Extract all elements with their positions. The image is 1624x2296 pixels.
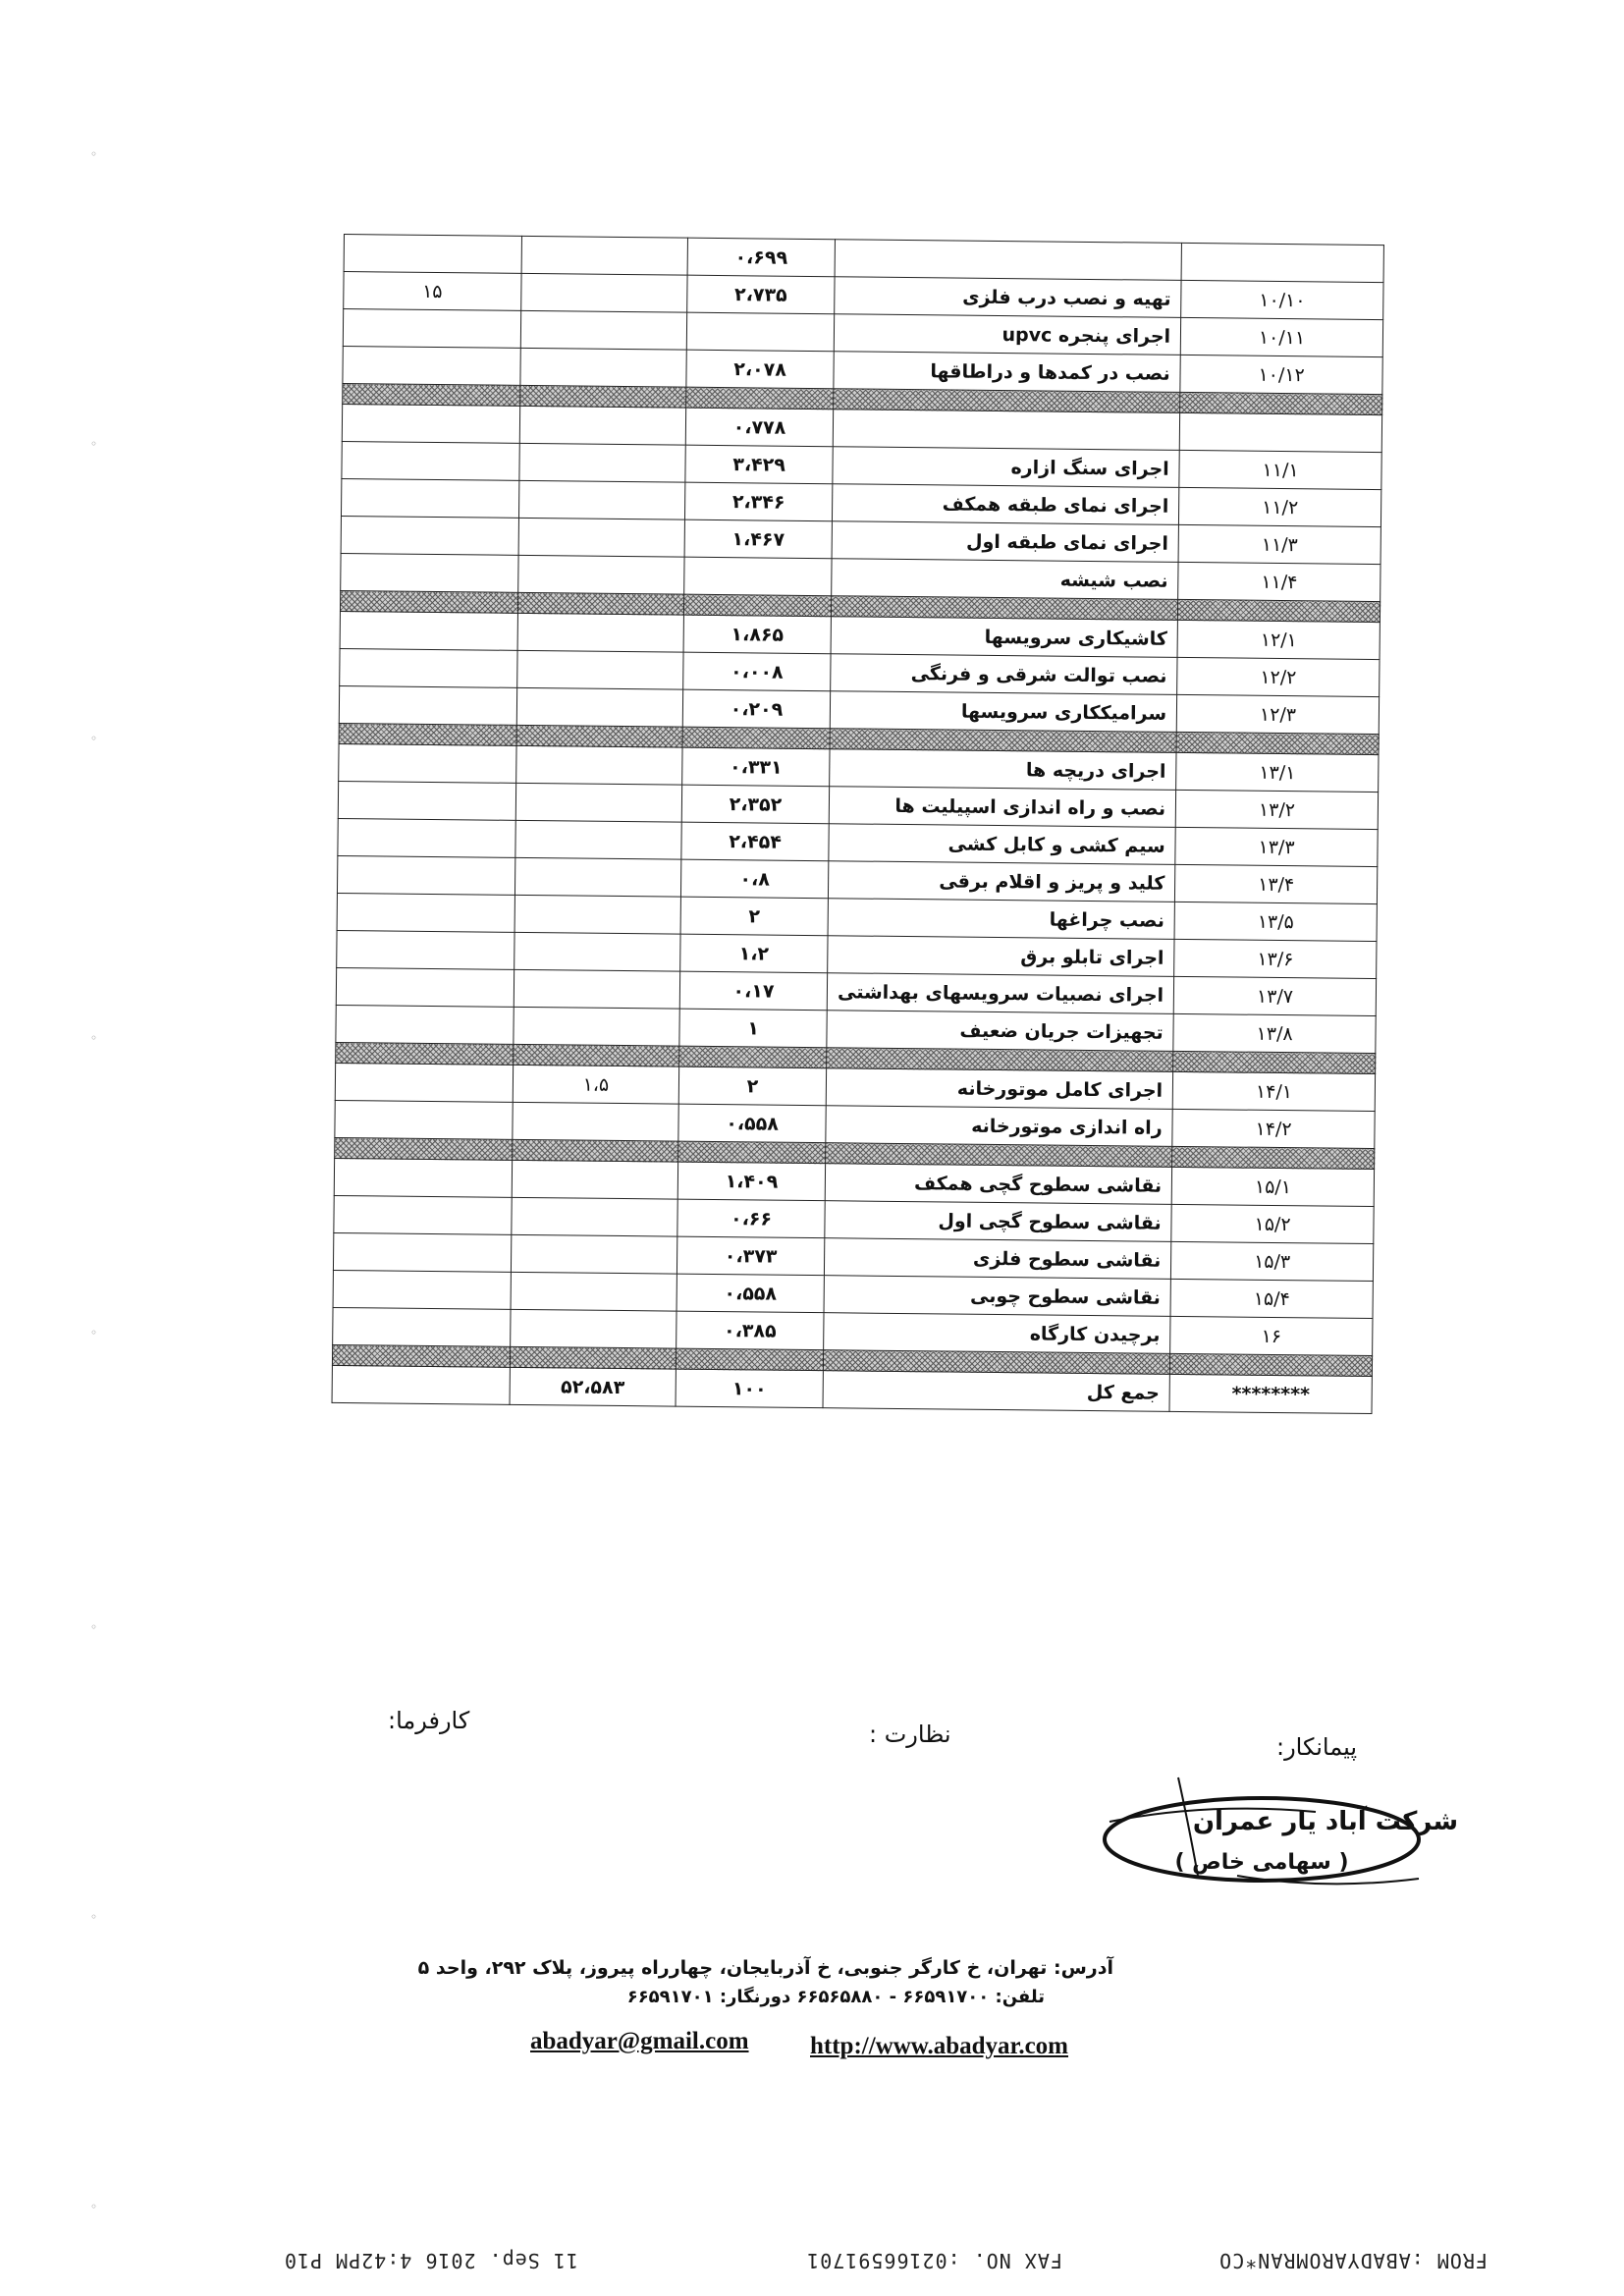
item-extra-cell: [342, 404, 519, 443]
item-description-cell: نقاشی سطوح چوبی: [824, 1276, 1170, 1317]
item-description-cell: نقاشی سطوح گچی همکف: [825, 1164, 1171, 1205]
footer-address: آدرس: تهران، خ کارگر جنوبی، خ آذربایجان، چهارراه پیروز، پلاک ۲۹۲، واحد ۵: [417, 1957, 1113, 1979]
separator-cell: [516, 725, 682, 747]
item-description-cell: نقاشی سطوح فلزی: [825, 1238, 1171, 1280]
item-progress-cell: [517, 613, 683, 652]
item-weight-cell: ۲،۰۷۸: [686, 350, 834, 389]
item-description-cell: اجرای نصبیات سرویسهای بهداشتی: [827, 973, 1173, 1014]
item-code-cell: ۱۰/۱۰: [1181, 280, 1383, 319]
item-description-cell: اجرای نمای طبقه همکف: [833, 484, 1179, 525]
progress-table-container: [332, 234, 1384, 1414]
separator-cell: [520, 385, 686, 408]
item-description-cell: کاشیکاری سرویسها: [831, 617, 1177, 658]
item-weight-cell: ۱،۴۶۷: [684, 519, 832, 559]
item-extra-cell: [337, 893, 514, 932]
binder-mark: ◦: [90, 732, 98, 745]
separator-cell: [686, 387, 834, 410]
item-progress-cell: [518, 555, 684, 594]
separator-cell: [517, 592, 683, 615]
binder-mark: ◦: [90, 1031, 98, 1045]
separator-cell: [679, 1046, 827, 1068]
separator-cell: [1180, 392, 1382, 414]
footer-phone: تلفن: ۶۶۵۹۱۷۰۰ - ۶۶۵۶۵۸۸۰ دورنگار: ۶۶۵۹۱۷۰۱: [626, 1987, 1045, 2007]
item-extra-cell: [334, 1195, 512, 1234]
item-code-cell: [1179, 412, 1381, 452]
item-progress-cell: ۵۲،۵۸۳: [510, 1367, 676, 1406]
item-progress-cell: [517, 650, 683, 689]
item-weight-cell: ۰،۵۵۸: [677, 1274, 824, 1313]
fax-number: FAX NO. :02166591701: [806, 2249, 1062, 2272]
item-extra-cell: [339, 743, 516, 783]
item-description-cell: اجرای نمای طبقه اول: [832, 521, 1178, 563]
stamp-line2: ( سهامی خاص ): [1174, 1850, 1349, 1875]
item-extra-cell: [337, 930, 514, 969]
separator-cell: [676, 1348, 823, 1371]
item-description-cell: اجرای تابلو برق: [828, 936, 1174, 977]
item-extra-cell: [335, 1100, 513, 1139]
item-description-cell: راه اندازی موتورخانه: [826, 1106, 1172, 1147]
item-weight-cell: [684, 557, 832, 596]
item-weight-cell: ۱،۴۰۹: [677, 1162, 825, 1201]
item-code-cell: ۱۴/۱: [1172, 1071, 1375, 1111]
item-description-cell: نصب در کمدها و دراطاقها: [834, 352, 1180, 393]
separator-cell: [1170, 1353, 1373, 1376]
item-progress-cell: [519, 443, 685, 482]
item-description-cell: نقاشی سطوح گچی اول: [825, 1201, 1171, 1242]
item-extra-cell: [333, 1307, 511, 1346]
item-progress-cell: [512, 1160, 677, 1199]
separator-cell: [510, 1346, 676, 1369]
item-extra-cell: [337, 855, 514, 895]
item-code-cell: ۱۰/۱۱: [1180, 317, 1382, 356]
item-extra-cell: [333, 1232, 511, 1272]
item-progress-cell: [511, 1234, 677, 1274]
separator-cell: [343, 383, 520, 406]
item-extra-cell: [341, 478, 518, 518]
supervision-label: نظارت :: [869, 1721, 951, 1748]
item-description-cell: جمع کل: [823, 1371, 1169, 1412]
item-code-cell: ۱۱/۲: [1179, 487, 1381, 526]
item-code-cell: ۱۳/۱: [1176, 752, 1379, 792]
separator-cell: [1173, 1051, 1376, 1073]
item-code-cell: ۱۵/۱: [1171, 1167, 1374, 1206]
item-extra-cell: [339, 685, 516, 725]
item-description-cell: تجهیزات جریان ضعیف: [827, 1011, 1173, 1052]
progress-table: [332, 234, 1384, 1414]
item-weight-cell: ۱۰۰: [676, 1369, 823, 1408]
item-progress-cell: [514, 1007, 679, 1046]
item-extra-cell: [336, 1005, 514, 1044]
item-code-cell: ۱۵/۳: [1171, 1241, 1374, 1281]
item-progress-cell: [513, 1102, 678, 1141]
item-description-cell: سیم کشی و کابل کشی: [829, 824, 1175, 865]
item-code-cell: ۱۵/۲: [1171, 1204, 1374, 1243]
item-weight-cell: ۰،۳۸۵: [677, 1311, 824, 1350]
separator-cell: [340, 590, 517, 613]
item-progress-cell: [520, 348, 686, 387]
item-code-cell: ۱۱/۱: [1179, 450, 1381, 489]
item-progress-cell: [514, 969, 679, 1009]
item-progress-cell: [511, 1272, 677, 1311]
separator-cell: [1176, 732, 1379, 754]
item-weight-cell: ۰،۶۹۹: [687, 238, 835, 277]
item-extra-cell: [341, 516, 518, 555]
item-extra-cell: [333, 1270, 511, 1309]
company-stamp: [1090, 1782, 1459, 1890]
item-description-cell: اجرای سنگ ازاره: [833, 447, 1179, 488]
item-extra-cell: [343, 309, 520, 349]
footer-website[interactable]: http://www.abadyar.com: [810, 2033, 1068, 2059]
fax-from: FROM :ABADYAROMRAN*CO: [1218, 2249, 1488, 2272]
separator-cell: [339, 723, 516, 745]
item-extra-cell: [334, 1158, 512, 1197]
item-weight-cell: ۲،۳۴۶: [684, 482, 832, 521]
item-extra-cell: [332, 1365, 510, 1404]
item-description-cell: [835, 240, 1181, 281]
item-progress-cell: [518, 480, 684, 519]
item-weight-cell: ۰،۱۷: [679, 971, 827, 1011]
fax-header: [211, 2249, 1488, 2272]
item-weight-cell: ۰،۳۳۱: [682, 747, 830, 787]
item-progress-cell: [515, 820, 681, 859]
item-extra-cell: [341, 553, 518, 592]
item-progress-cell: [516, 745, 682, 785]
item-extra-cell: [335, 1063, 513, 1102]
item-code-cell: ۱۳/۴: [1175, 864, 1378, 903]
item-code-cell: ۱۳/۵: [1174, 902, 1377, 941]
item-description-cell: نصب و راه اندازی اسپیلیت ها: [829, 787, 1175, 828]
item-weight-cell: ۰،۶۶: [677, 1199, 825, 1238]
footer-email[interactable]: abadyar@gmail.com: [530, 2028, 749, 2054]
item-weight-cell: ۰،۰۰۸: [683, 652, 831, 691]
separator-cell: [678, 1141, 826, 1164]
separator-cell: [683, 594, 831, 617]
item-description-cell: اجرای دریچه ها: [830, 749, 1176, 791]
item-weight-cell: ۰،۸: [680, 859, 828, 899]
item-extra-cell: [338, 781, 515, 820]
item-weight-cell: ۳،۴۲۹: [685, 445, 833, 484]
separator-cell: [332, 1344, 510, 1367]
item-progress-cell: [512, 1197, 677, 1236]
item-progress-cell: [515, 783, 681, 822]
item-weight-cell: ۲: [680, 897, 828, 936]
item-description-cell: برچیدن کارگاه: [824, 1313, 1170, 1354]
item-description-cell: کلید و پریز و اقلام برقی: [829, 861, 1175, 902]
item-progress-cell: [514, 857, 680, 897]
separator-cell: [513, 1139, 678, 1162]
item-description-cell: [833, 410, 1179, 451]
separator-cell: [514, 1044, 679, 1066]
item-code-cell: ۱۳/۳: [1175, 827, 1378, 866]
item-code-cell: ۱۲/۱: [1177, 620, 1380, 659]
item-description-cell: نصب چراغها: [828, 899, 1174, 940]
item-weight-cell: ۰،۵۵۸: [678, 1104, 826, 1143]
binder-mark: ◦: [90, 2200, 98, 2214]
item-progress-cell: [519, 406, 685, 445]
item-extra-cell: [342, 441, 519, 480]
binder-mark: ◦: [90, 1326, 98, 1339]
fax-date: 11 Sep. 2016 4:42PM P10: [283, 2249, 578, 2272]
item-code-cell: ۱۳/۲: [1175, 790, 1378, 829]
item-progress-cell: [521, 273, 687, 312]
item-progress-cell: ۱،۵: [513, 1065, 678, 1104]
item-progress-cell: [518, 518, 684, 557]
employer-label: کارفرما:: [388, 1707, 470, 1734]
item-description-cell: اجرای کامل موتورخانه: [826, 1068, 1172, 1110]
stamp-line1: شرکت آباد یار عمران: [1192, 1807, 1459, 1836]
item-progress-cell: [514, 895, 680, 934]
item-extra-cell: [343, 346, 520, 385]
item-code-cell: ۱۰/۱۲: [1180, 355, 1382, 394]
item-code-cell: ********: [1169, 1374, 1372, 1413]
separator-cell: [682, 727, 830, 749]
item-weight-cell: ۲: [678, 1066, 826, 1106]
item-progress-cell: [514, 932, 680, 971]
item-weight-cell: ۲،۷۳۵: [687, 275, 835, 314]
item-weight-cell: ۰،۳۷۳: [677, 1236, 824, 1276]
item-weight-cell: ۱،۸۶۵: [683, 615, 831, 654]
binder-mark: ◦: [90, 437, 98, 451]
item-description-cell: اجرای پنجره upvc: [834, 314, 1180, 355]
separator-cell: [336, 1042, 514, 1065]
item-progress-cell: [511, 1309, 677, 1348]
item-code-cell: ۱۲/۳: [1176, 694, 1379, 734]
item-progress-cell: [520, 310, 686, 350]
item-extra-cell: [338, 818, 515, 857]
item-code-cell: ۱۳/۷: [1173, 976, 1376, 1015]
item-description-cell: نصب توالت شرقی و فرنگی: [831, 654, 1177, 695]
item-weight-cell: ۱،۲: [680, 934, 828, 973]
item-extra-cell: [344, 235, 521, 274]
item-weight-cell: ۲،۳۵۲: [681, 785, 829, 824]
item-weight-cell: ۰،۲۰۹: [682, 689, 830, 729]
item-code-cell: ۱۳/۶: [1174, 939, 1377, 978]
item-description-cell: سرامیککاری سرویسها: [830, 691, 1176, 733]
item-extra-cell: [336, 967, 514, 1007]
item-code-cell: ۱۵/۴: [1170, 1279, 1373, 1318]
item-code-cell: ۱۱/۴: [1178, 562, 1380, 601]
item-progress-cell: [516, 687, 682, 727]
item-description-cell: تهیه و نصب درب فلزی: [835, 277, 1181, 318]
item-description-cell: نصب شیشه: [832, 559, 1178, 600]
contractor-label: پیمانکار:: [1276, 1733, 1358, 1761]
item-code-cell: ۱۶: [1170, 1316, 1373, 1355]
binder-mark: ◦: [90, 147, 98, 161]
item-extra-cell: ۱۵: [344, 272, 521, 311]
item-weight-cell: [686, 312, 834, 352]
separator-cell: [1172, 1146, 1375, 1169]
binder-mark: ◦: [90, 1910, 98, 1924]
item-weight-cell: ۰،۷۷۸: [685, 408, 833, 447]
item-code-cell: [1181, 243, 1383, 282]
item-weight-cell: ۲،۴۵۴: [681, 822, 829, 861]
item-extra-cell: [340, 611, 517, 650]
item-code-cell: ۱۲/۲: [1177, 657, 1380, 696]
item-code-cell: ۱۳/۸: [1173, 1013, 1376, 1053]
item-progress-cell: [521, 236, 687, 275]
item-code-cell: ۱۴/۲: [1172, 1109, 1375, 1148]
item-code-cell: ۱۱/۳: [1178, 524, 1380, 564]
item-extra-cell: [340, 648, 517, 687]
binder-mark: ◦: [90, 1620, 98, 1634]
item-weight-cell: ۱: [679, 1009, 827, 1048]
separator-cell: [1178, 599, 1380, 622]
separator-cell: [335, 1137, 513, 1160]
